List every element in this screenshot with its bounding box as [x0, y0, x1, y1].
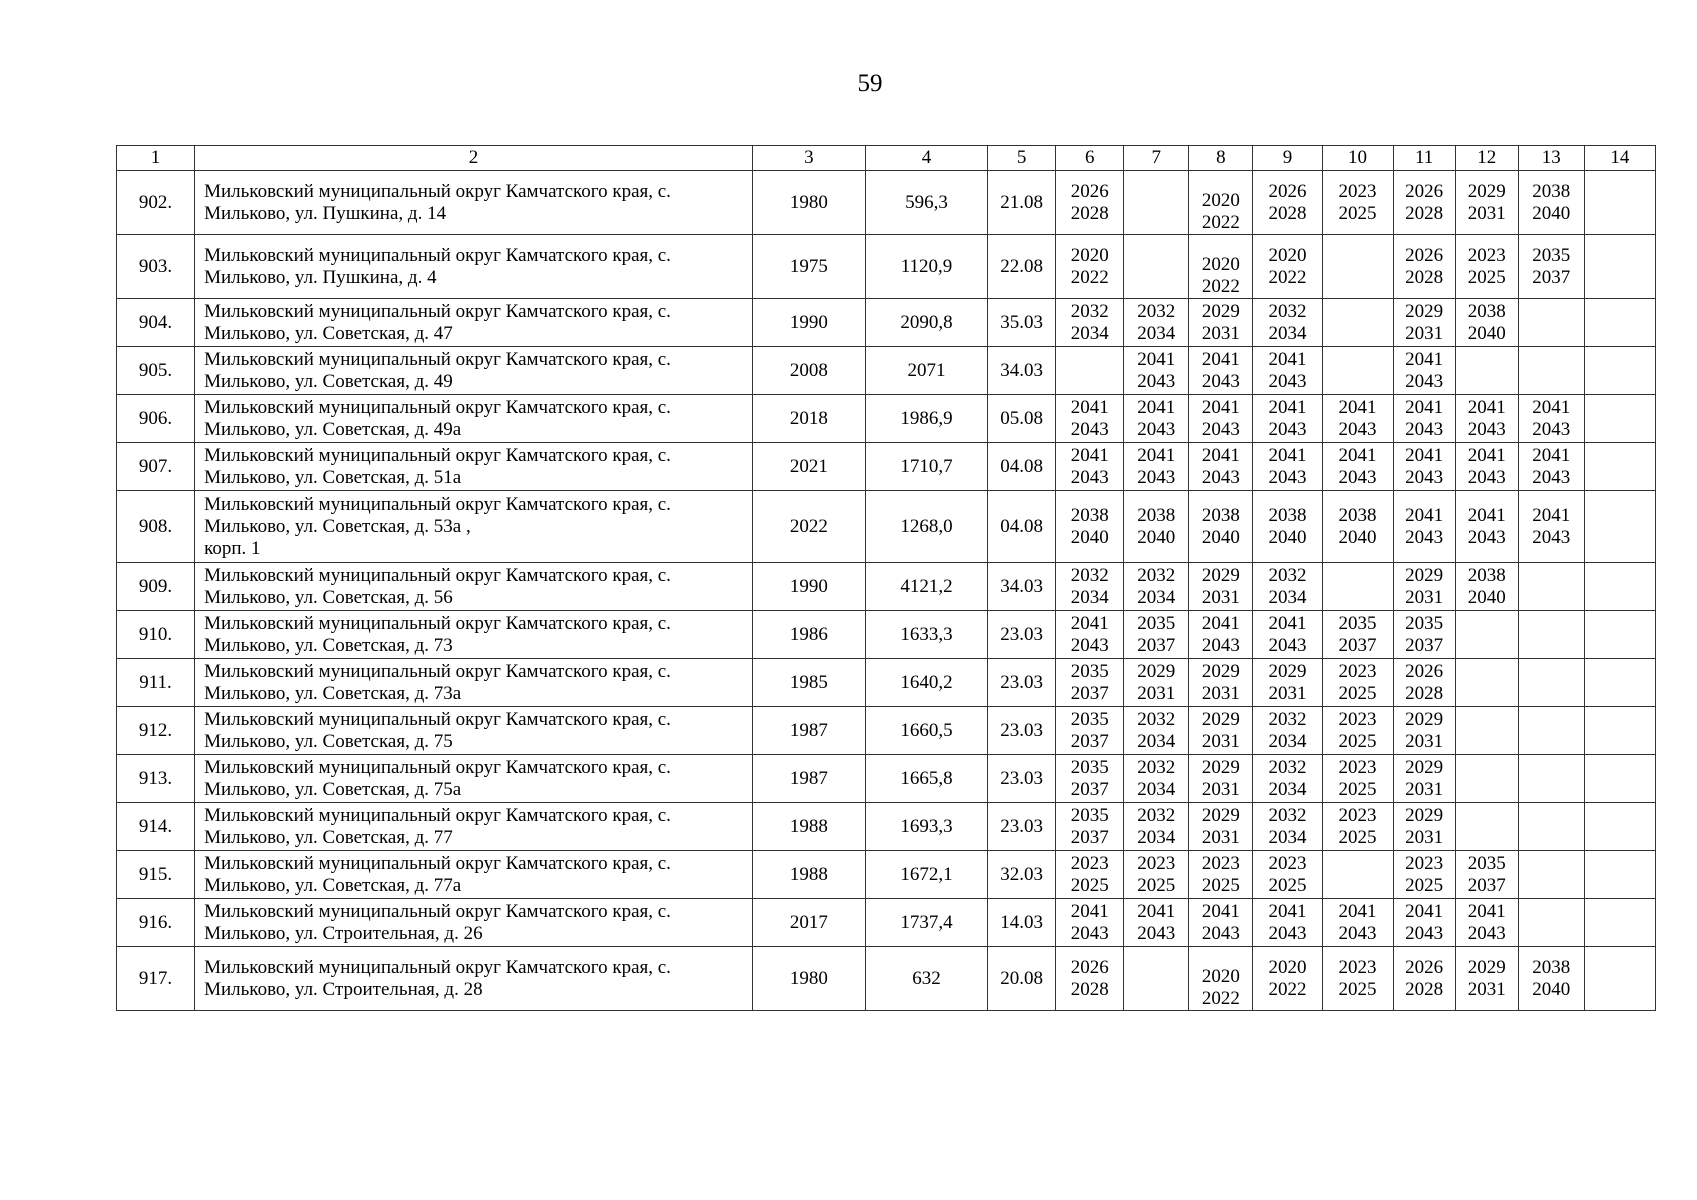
col-header-7: 7 — [1124, 146, 1189, 171]
year-built-cell: 2017 — [752, 899, 865, 947]
col10-cell: 2041 2043 — [1322, 899, 1393, 947]
address-line: Мильково, ул. Советская, д. 77 — [204, 826, 453, 848]
col14-cell — [1584, 851, 1655, 899]
col10-cell: 2023 2025 — [1322, 803, 1393, 851]
area-cell: 1986,9 — [865, 395, 987, 443]
col10-cell: 2023 2025 — [1322, 659, 1393, 707]
col7-cell — [1124, 947, 1189, 1011]
col13-cell — [1518, 899, 1584, 947]
col7-cell: 2032 2034 — [1124, 707, 1189, 755]
col5-cell: 34.03 — [988, 347, 1056, 395]
col12-cell — [1455, 611, 1518, 659]
col10-cell: 2023 2025 — [1322, 171, 1393, 235]
row-number: 907. — [117, 443, 195, 491]
col-header-6: 6 — [1056, 146, 1124, 171]
address-line: Мильковский муниципальный округ Камчатского края, с. — [204, 804, 671, 826]
table-row — [117, 563, 1656, 611]
address-line: Мильково, ул. Советская, д. 47 — [204, 322, 453, 344]
address-line: Мильково, ул. Советская, д. 73а — [204, 682, 462, 704]
col14-cell — [1584, 299, 1655, 347]
col11-cell: 2023 2025 — [1393, 851, 1455, 899]
col8-cell: 2041 2043 — [1189, 347, 1253, 395]
col12-cell: 2041 2043 — [1455, 395, 1518, 443]
address-line: Мильково, ул. Советская, д. 49 — [204, 370, 453, 392]
col6-cell: 2041 2043 — [1056, 611, 1124, 659]
col11-cell: 2029 2031 — [1393, 563, 1455, 611]
area-cell: 596,3 — [865, 171, 987, 235]
col9-cell: 2041 2043 — [1253, 899, 1322, 947]
col-header-8: 8 — [1189, 146, 1253, 171]
col10-cell — [1322, 299, 1393, 347]
year-built-cell: 2022 — [752, 491, 865, 563]
col7-cell: 2041 2043 — [1124, 395, 1189, 443]
col7-cell: 2038 2040 — [1124, 491, 1189, 563]
col-header-10: 10 — [1322, 146, 1393, 171]
address-cell — [195, 347, 753, 395]
address-cell — [195, 611, 753, 659]
col5-cell: 32.03 — [988, 851, 1056, 899]
col8-cell: 2029 2031 — [1189, 659, 1253, 707]
col-header-9: 9 — [1253, 146, 1322, 171]
col13-cell — [1518, 803, 1584, 851]
table-row — [117, 611, 1656, 659]
col14-cell — [1584, 171, 1655, 235]
table-row — [117, 491, 1656, 563]
year-built-cell: 2018 — [752, 395, 865, 443]
row-number: 916. — [117, 899, 195, 947]
table-row — [117, 299, 1656, 347]
col14-cell — [1584, 563, 1655, 611]
col6-cell: 2026 2028 — [1056, 947, 1124, 1011]
col10-cell: 2041 2043 — [1322, 395, 1393, 443]
col11-cell: 2026 2028 — [1393, 171, 1455, 235]
row-number: 917. — [117, 947, 195, 1011]
col9-cell: 2032 2034 — [1253, 563, 1322, 611]
col14-cell — [1584, 947, 1655, 1011]
row-number: 910. — [117, 611, 195, 659]
row-number: 902. — [117, 171, 195, 235]
row-number: 905. — [117, 347, 195, 395]
col7-cell: 2041 2043 — [1124, 899, 1189, 947]
col12-cell: 2041 2043 — [1455, 443, 1518, 491]
address-cell — [195, 947, 753, 1011]
col12-cell — [1455, 803, 1518, 851]
col13-cell — [1518, 611, 1584, 659]
col14-cell — [1584, 659, 1655, 707]
col14-cell — [1584, 395, 1655, 443]
address-line: Мильковский муниципальный округ Камчатского края, с. — [204, 180, 671, 202]
row-number: 911. — [117, 659, 195, 707]
col8-cell: 2041 2043 — [1189, 899, 1253, 947]
col12-cell: 2038 2040 — [1455, 299, 1518, 347]
address-cell — [195, 235, 753, 299]
col7-cell: 2032 2034 — [1124, 803, 1189, 851]
col11-cell: 2029 2031 — [1393, 299, 1455, 347]
col11-cell: 2026 2028 — [1393, 659, 1455, 707]
col9-cell: 2026 2028 — [1253, 171, 1322, 235]
col14-cell — [1584, 491, 1655, 563]
col13-cell: 2041 2043 — [1518, 395, 1584, 443]
col5-cell: 04.08 — [988, 443, 1056, 491]
col14-cell — [1584, 707, 1655, 755]
col12-cell: 2023 2025 — [1455, 235, 1518, 299]
col6-cell: 2020 2022 — [1056, 235, 1124, 299]
col6-cell: 2032 2034 — [1056, 563, 1124, 611]
address-line: Мильковский муниципальный округ Камчатского края, с. — [204, 244, 671, 266]
row-number: 913. — [117, 755, 195, 803]
address-cell — [195, 395, 753, 443]
address-line: Мильковский муниципальный округ Камчатского края, с. — [204, 348, 671, 370]
col5-cell: 05.08 — [988, 395, 1056, 443]
address-line: Мильково, ул. Советская, д. 53а , — [204, 515, 471, 537]
address-line: Мильковский муниципальный округ Камчатского края, с. — [204, 852, 671, 874]
col6-cell: 2041 2043 — [1056, 395, 1124, 443]
col7-cell: 2032 2034 — [1124, 563, 1189, 611]
address-cell — [195, 899, 753, 947]
address-line: Мильковский муниципальный округ Камчатского края, с. — [204, 396, 671, 418]
col7-cell: 2035 2037 — [1124, 611, 1189, 659]
table-row — [117, 851, 1656, 899]
area-cell: 1665,8 — [865, 755, 987, 803]
col5-cell: 23.03 — [988, 803, 1056, 851]
col9-cell: 2032 2034 — [1253, 803, 1322, 851]
col7-cell: 2023 2025 — [1124, 851, 1189, 899]
col13-cell: 2041 2043 — [1518, 443, 1584, 491]
col14-cell — [1584, 755, 1655, 803]
col6-cell: 2032 2034 — [1056, 299, 1124, 347]
col14-cell — [1584, 803, 1655, 851]
year-built-cell: 1990 — [752, 563, 865, 611]
col10-cell — [1322, 235, 1393, 299]
col11-cell: 2026 2028 — [1393, 235, 1455, 299]
col9-cell: 2029 2031 — [1253, 659, 1322, 707]
area-cell: 1737,4 — [865, 899, 987, 947]
col8-cell: 2020 2022 — [1189, 171, 1253, 235]
table-body — [117, 171, 1656, 1011]
col12-cell: 2035 2037 — [1455, 851, 1518, 899]
col9-cell: 2041 2043 — [1253, 395, 1322, 443]
address-line: Мильково, ул. Строительная, д. 28 — [204, 978, 483, 1000]
col12-cell: 2029 2031 — [1455, 171, 1518, 235]
col-header-3: 3 — [752, 146, 865, 171]
area-cell: 1268,0 — [865, 491, 987, 563]
col10-cell — [1322, 563, 1393, 611]
col5-cell: 22.08 — [988, 235, 1056, 299]
col13-cell — [1518, 347, 1584, 395]
col5-cell: 20.08 — [988, 947, 1056, 1011]
column-number-header-row — [117, 146, 1656, 171]
col-header-1: 1 — [117, 146, 195, 171]
year-built-cell: 1988 — [752, 851, 865, 899]
col6-cell: 2041 2043 — [1056, 899, 1124, 947]
col7-cell — [1124, 171, 1189, 235]
address-line: Мильковский муниципальный округ Камчатского края, с. — [204, 612, 671, 634]
col8-cell: 2020 2022 — [1189, 947, 1253, 1011]
col12-cell: 2038 2040 — [1455, 563, 1518, 611]
col8-cell: 2041 2043 — [1189, 611, 1253, 659]
col8-cell: 2041 2043 — [1189, 395, 1253, 443]
col5-cell: 04.08 — [988, 491, 1056, 563]
col6-cell — [1056, 347, 1124, 395]
address-cell — [195, 491, 753, 563]
col6-cell: 2038 2040 — [1056, 491, 1124, 563]
col13-cell: 2035 2037 — [1518, 235, 1584, 299]
col11-cell: 2041 2043 — [1393, 491, 1455, 563]
col5-cell: 23.03 — [988, 659, 1056, 707]
col13-cell — [1518, 707, 1584, 755]
col10-cell — [1322, 347, 1393, 395]
area-cell: 1660,5 — [865, 707, 987, 755]
table-row — [117, 707, 1656, 755]
address-line: Мильковский муниципальный округ Камчатского края, с. — [204, 300, 671, 322]
col-header-13: 13 — [1518, 146, 1584, 171]
address-line: Мильково, ул. Пушкина, д. 4 — [204, 266, 437, 288]
col10-cell: 2041 2043 — [1322, 443, 1393, 491]
table-row — [117, 803, 1656, 851]
address-line: Мильковский муниципальный округ Камчатского края, с. — [204, 444, 671, 466]
col9-cell: 2032 2034 — [1253, 299, 1322, 347]
address-cell — [195, 803, 753, 851]
col9-cell: 2041 2043 — [1253, 347, 1322, 395]
area-cell: 1710,7 — [865, 443, 987, 491]
col8-cell: 2023 2025 — [1189, 851, 1253, 899]
col5-cell: 21.08 — [988, 171, 1056, 235]
col-header-5: 5 — [988, 146, 1056, 171]
row-number: 912. — [117, 707, 195, 755]
col8-cell: 2029 2031 — [1189, 803, 1253, 851]
col13-cell: 2041 2043 — [1518, 491, 1584, 563]
address-line: Мильковский муниципальный округ Камчатского края, с. — [204, 900, 671, 922]
col7-cell: 2032 2034 — [1124, 299, 1189, 347]
col6-cell: 2026 2028 — [1056, 171, 1124, 235]
area-cell: 4121,2 — [865, 563, 987, 611]
table-row — [117, 659, 1656, 707]
col-header-2: 2 — [195, 146, 753, 171]
year-built-cell: 1980 — [752, 947, 865, 1011]
col5-cell: 23.03 — [988, 707, 1056, 755]
address-line: корп. 1 — [204, 537, 261, 559]
area-cell: 1633,3 — [865, 611, 987, 659]
address-line: Мильково, ул. Советская, д. 56 — [204, 586, 453, 608]
col7-cell: 2041 2043 — [1124, 347, 1189, 395]
area-cell: 632 — [865, 947, 987, 1011]
row-number: 903. — [117, 235, 195, 299]
col9-cell: 2020 2022 — [1253, 235, 1322, 299]
col5-cell: 14.03 — [988, 899, 1056, 947]
address-cell — [195, 755, 753, 803]
address-cell — [195, 299, 753, 347]
table-row — [117, 947, 1656, 1011]
row-number: 908. — [117, 491, 195, 563]
col9-cell: 2041 2043 — [1253, 611, 1322, 659]
table-row — [117, 755, 1656, 803]
col8-cell: 2020 2022 — [1189, 235, 1253, 299]
address-line: Мильковский муниципальный округ Камчатского края, с. — [204, 956, 671, 978]
col5-cell: 34.03 — [988, 563, 1056, 611]
col6-cell: 2023 2025 — [1056, 851, 1124, 899]
address-line: Мильково, ул. Советская, д. 73 — [204, 634, 453, 656]
col13-cell: 2038 2040 — [1518, 171, 1584, 235]
table-row — [117, 235, 1656, 299]
address-line: Мильковский муниципальный округ Камчатского края, с. — [204, 756, 671, 778]
address-line: Мильково, ул. Строительная, д. 26 — [204, 922, 483, 944]
col6-cell: 2035 2037 — [1056, 707, 1124, 755]
col5-cell: 23.03 — [988, 755, 1056, 803]
year-built-cell: 1990 — [752, 299, 865, 347]
col13-cell — [1518, 659, 1584, 707]
year-built-cell: 1986 — [752, 611, 865, 659]
year-built-cell: 1985 — [752, 659, 865, 707]
col8-cell: 2029 2031 — [1189, 707, 1253, 755]
col8-cell: 2041 2043 — [1189, 443, 1253, 491]
col6-cell: 2035 2037 — [1056, 659, 1124, 707]
col9-cell: 2023 2025 — [1253, 851, 1322, 899]
col12-cell: 2029 2031 — [1455, 947, 1518, 1011]
year-built-cell: 1980 — [752, 171, 865, 235]
address-line: Мильково, ул. Советская, д. 51а — [204, 466, 462, 488]
col10-cell: 2035 2037 — [1322, 611, 1393, 659]
row-number: 909. — [117, 563, 195, 611]
col10-cell — [1322, 851, 1393, 899]
table-row — [117, 899, 1656, 947]
col9-cell: 2038 2040 — [1253, 491, 1322, 563]
col13-cell — [1518, 755, 1584, 803]
address-line: Мильковский муниципальный округ Камчатского края, с. — [204, 708, 671, 730]
row-number: 904. — [117, 299, 195, 347]
col12-cell: 2041 2043 — [1455, 491, 1518, 563]
col11-cell: 2029 2031 — [1393, 755, 1455, 803]
year-built-cell: 1987 — [752, 707, 865, 755]
col14-cell — [1584, 443, 1655, 491]
area-cell: 2071 — [865, 347, 987, 395]
col12-cell — [1455, 707, 1518, 755]
col-header-12: 12 — [1455, 146, 1518, 171]
area-cell: 1120,9 — [865, 235, 987, 299]
col13-cell — [1518, 563, 1584, 611]
col6-cell: 2041 2043 — [1056, 443, 1124, 491]
col-header-14: 14 — [1584, 146, 1655, 171]
year-built-cell: 2021 — [752, 443, 865, 491]
col8-cell: 2029 2031 — [1189, 299, 1253, 347]
year-built-cell: 1975 — [752, 235, 865, 299]
col12-cell — [1455, 347, 1518, 395]
area-cell: 1693,3 — [865, 803, 987, 851]
address-cell — [195, 443, 753, 491]
col11-cell: 2029 2031 — [1393, 707, 1455, 755]
col7-cell: 2041 2043 — [1124, 443, 1189, 491]
year-built-cell: 1987 — [752, 755, 865, 803]
col10-cell: 2023 2025 — [1322, 707, 1393, 755]
col8-cell: 2038 2040 — [1189, 491, 1253, 563]
page-number: 59 — [857, 70, 883, 97]
col-header-11: 11 — [1393, 146, 1455, 171]
col13-cell: 2038 2040 — [1518, 947, 1584, 1011]
col5-cell: 35.03 — [988, 299, 1056, 347]
col12-cell — [1455, 755, 1518, 803]
address-line: Мильково, ул. Советская, д. 75 — [204, 730, 453, 752]
year-built-cell: 2008 — [752, 347, 865, 395]
col12-cell: 2041 2043 — [1455, 899, 1518, 947]
col-header-4: 4 — [865, 146, 987, 171]
col9-cell: 2032 2034 — [1253, 755, 1322, 803]
col5-cell: 23.03 — [988, 611, 1056, 659]
area-cell: 1640,2 — [865, 659, 987, 707]
table-row — [117, 171, 1656, 235]
address-line: Мильковский муниципальный округ Камчатского края, с. — [204, 564, 671, 586]
col9-cell: 2020 2022 — [1253, 947, 1322, 1011]
housing-repair-schedule-table — [116, 145, 1656, 1011]
table-row — [117, 347, 1656, 395]
address-cell — [195, 851, 753, 899]
address-cell — [195, 563, 753, 611]
col11-cell: 2029 2031 — [1393, 803, 1455, 851]
address-cell — [195, 707, 753, 755]
table-row — [117, 443, 1656, 491]
address-cell — [195, 171, 753, 235]
col10-cell: 2038 2040 — [1322, 491, 1393, 563]
col7-cell: 2029 2031 — [1124, 659, 1189, 707]
row-number: 906. — [117, 395, 195, 443]
col11-cell: 2041 2043 — [1393, 347, 1455, 395]
col7-cell — [1124, 235, 1189, 299]
col10-cell: 2023 2025 — [1322, 947, 1393, 1011]
area-cell: 1672,1 — [865, 851, 987, 899]
col8-cell: 2029 2031 — [1189, 563, 1253, 611]
col11-cell: 2041 2043 — [1393, 899, 1455, 947]
col6-cell: 2035 2037 — [1056, 755, 1124, 803]
col11-cell: 2041 2043 — [1393, 443, 1455, 491]
col14-cell — [1584, 347, 1655, 395]
address-line: Мильково, ул. Советская, д. 49а — [204, 418, 462, 440]
col11-cell: 2026 2028 — [1393, 947, 1455, 1011]
col14-cell — [1584, 235, 1655, 299]
col8-cell: 2029 2031 — [1189, 755, 1253, 803]
year-built-cell: 1988 — [752, 803, 865, 851]
row-number: 914. — [117, 803, 195, 851]
col11-cell: 2035 2037 — [1393, 611, 1455, 659]
table-row — [117, 395, 1656, 443]
area-cell: 2090,8 — [865, 299, 987, 347]
address-cell — [195, 659, 753, 707]
address-line: Мильковский муниципальный округ Камчатского края, с. — [204, 660, 671, 682]
col13-cell — [1518, 299, 1584, 347]
col12-cell — [1455, 659, 1518, 707]
address-line: Мильково, ул. Пушкина, д. 14 — [204, 202, 447, 224]
col14-cell — [1584, 611, 1655, 659]
col9-cell: 2032 2034 — [1253, 707, 1322, 755]
col7-cell: 2032 2034 — [1124, 755, 1189, 803]
address-line: Мильково, ул. Советская, д. 75а — [204, 778, 462, 800]
col14-cell — [1584, 899, 1655, 947]
address-line: Мильково, ул. Советская, д. 77а — [204, 874, 462, 896]
col9-cell: 2041 2043 — [1253, 443, 1322, 491]
col11-cell: 2041 2043 — [1393, 395, 1455, 443]
col6-cell: 2035 2037 — [1056, 803, 1124, 851]
row-number: 915. — [117, 851, 195, 899]
col10-cell: 2023 2025 — [1322, 755, 1393, 803]
col13-cell — [1518, 851, 1584, 899]
address-line: Мильковский муниципальный округ Камчатского края, с. — [204, 493, 671, 515]
